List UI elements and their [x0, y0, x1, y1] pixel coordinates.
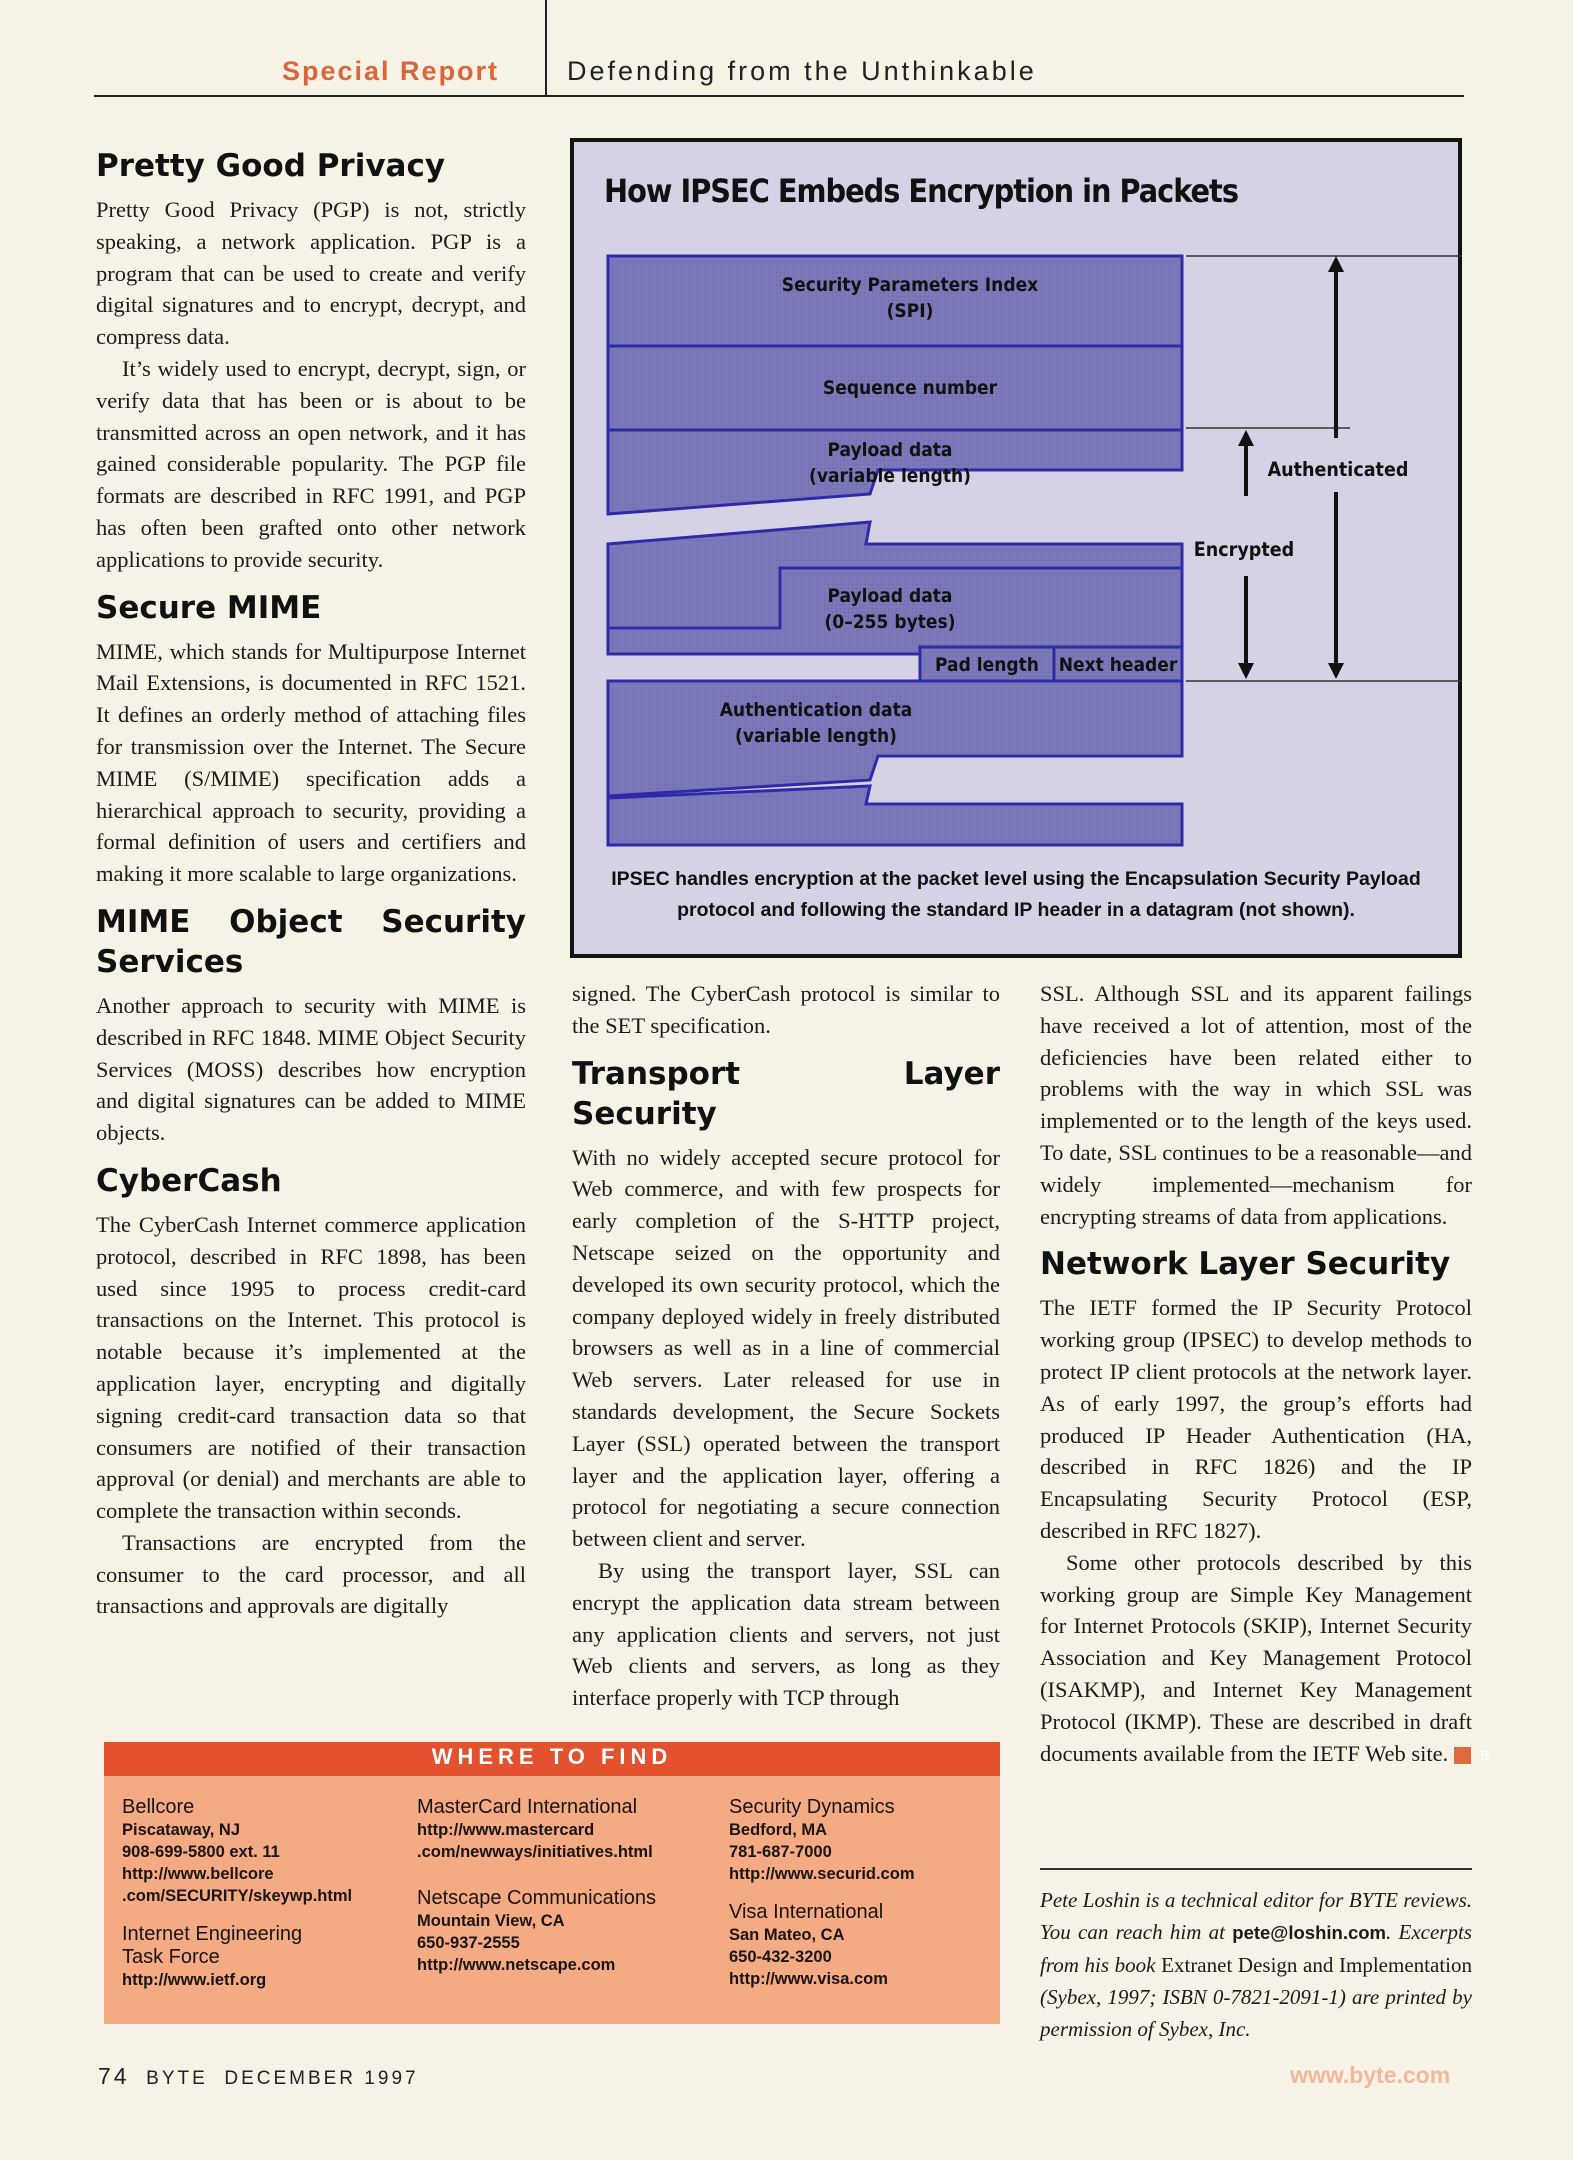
contact-line: Mountain View, CA	[417, 1912, 565, 1930]
paragraph: signed. The CyberCash protocol is similar to the SET specification.	[572, 981, 1000, 1038]
contact-name: Netscape Communications	[417, 1887, 656, 1909]
heading-pgp: Pretty Good Privacy	[96, 148, 446, 184]
heading-smime: Secure MIME	[96, 589, 322, 626]
contact-link[interactable]: http://www.netscape.com	[417, 1956, 616, 1974]
contact-entry	[417, 1887, 717, 1976]
end-mark-icon: B	[1454, 1747, 1471, 1764]
contact-name: Bellcore	[122, 1796, 195, 1818]
page-footer	[98, 2063, 419, 2090]
spi-label: (SPI)	[886, 300, 934, 322]
bio-text: Pete Loshin is a technical editor for BYTE reviews. You can reach him at	[1040, 1888, 1472, 1944]
article-column-3	[1040, 978, 1490, 1769]
contact-name: Internet Engineering	[122, 1923, 303, 1945]
paragraph: It’s widely used to encrypt, decrypt, sign, or verify data that has been or is about to be transmitted across an open network, and it has gained considerable popularity. The PGP file formats are described in RFC 1991, and PGP has often been grafted onto other network applications to provide security.	[96, 355, 526, 572]
paragraph: With no widely accepted secure protocol for Web commerce, and with few prospects for early completion of the S-HTTP project, Netscape seized on the opportunity and developed its own security protocol, which the company deployed widely in freely distributed browsers as well as in a line of commercial Web servers. Later released for use in standards development, the Secure Sockets Layer (SSL) operated between the transport layer and the application layer, offering a protocol for negotiating a secure connection between client and server.	[572, 1144, 1000, 1552]
sequence-label: Sequence number	[822, 377, 998, 399]
encrypted-arrow-up-head	[1238, 430, 1254, 446]
contact-link[interactable]: http://www.ietf.org	[122, 1971, 267, 1989]
authenticated-arrow-down-head	[1328, 663, 1344, 679]
heading-moss: MIME Object Security Services	[96, 903, 526, 980]
contact-link[interactable]: http://www.bellcore	[122, 1865, 274, 1883]
contact-link[interactable]: http://www.mastercard	[417, 1821, 595, 1839]
bio-text: (Sybex, 1997; ISBN 0-7821-2091-1) are printed by permission of Sybex, Inc.	[1040, 1985, 1472, 2041]
payload-label: Payload data	[827, 439, 953, 461]
section-title: Defending from the Unthinkable	[567, 56, 1037, 86]
issue-date: DECEMBER 1997	[224, 2068, 419, 2089]
bio-text: . Excerpts from his book	[1040, 1920, 1472, 1977]
contact-link[interactable]: http://www.visa.com	[729, 1970, 888, 1988]
paragraph-text: Some other protocols described by this working group are Simple Key Management for Internet Protocols (SKIP), Internet Security Association and Key Management Protocol (ISAKMP), and Internet Key Management Protocol (IKMP). These are described in draft documents available from the IETF Web site.	[1040, 1549, 1472, 1766]
paragraph: Pretty Good Privacy (PGP) is not, strictly speaking, a network application. PGP is a program that can be used to create and verify digital signatures and to encrypt, decrypt, and compress data.	[96, 197, 526, 350]
contact-name: Task Force	[122, 1946, 220, 1968]
paragraph: Another approach to security with MIME is described in RFC 1848. MIME Object Security Services (MOSS) describes how encryption and digital signatures can be added to MIME objects.	[96, 992, 526, 1146]
contact-line: 781-687-7000	[729, 1843, 832, 1861]
auth-data-label: (variable length)	[735, 725, 897, 747]
contact-line: Bedford, MA	[729, 1821, 828, 1839]
paragraph: MIME, which stands for Multipurpose Internet Mail Extensions, is documented in RFC 1521. It defines an orderly method of attaching files for transmission over the Internet. The Secure MIME (S/MIME) specification adds a hierarchical approach to security, providing a formal definition of users and certifiers and making it more scalable to large organizations.	[96, 638, 526, 887]
payload-label: Payload data	[827, 585, 953, 607]
next-header-label: Next header	[1058, 654, 1178, 676]
contact-entry	[729, 1901, 989, 1990]
authenticated-label: Authenticated	[1267, 458, 1409, 481]
ipsec-packet-diagram	[570, 138, 1462, 958]
paragraph: SSL. Although SSL and its apparent failings have received a lot of attention, most of the deficiencies have been related either to problems with the way in which SSL was implemented or to the length of the keys used. To date, SSL continues to be a reasonable—and widely implemented—mechanism for encrypting streams of data from applications.	[1040, 981, 1472, 1229]
paragraph	[1040, 1547, 1490, 1770]
contact-entry	[122, 1796, 402, 1907]
contact-entry	[417, 1796, 717, 1863]
contact-entry	[729, 1796, 989, 1885]
contact-link[interactable]: .com/newways/initiatives.html	[417, 1843, 653, 1861]
contact-name: Security Dynamics	[729, 1796, 895, 1818]
article-column-2	[572, 978, 1000, 1714]
auth-data-label: Authentication data	[719, 699, 913, 721]
where-to-find-column-1	[122, 1796, 402, 2007]
encrypted-arrow-down-head	[1238, 663, 1254, 679]
magazine-name: BYTE	[146, 2068, 208, 2089]
contact-line: San Mateo, CA	[729, 1926, 845, 1944]
paragraph: By using the transport layer, SSL can encrypt the application data stream between any application clients and servers, not just Web clients and servers, as long as they interface properly with TCP through	[572, 1557, 1000, 1711]
payload-label: (0–255 bytes)	[824, 611, 956, 633]
book-title: Extranet Design and Implementation	[1161, 1953, 1472, 1977]
packet-segment-bottom	[608, 786, 1182, 845]
contact-line: Piscataway, NJ	[122, 1821, 241, 1839]
payload-label: (variable length)	[809, 465, 971, 487]
contact-entry	[122, 1923, 402, 1991]
figure-caption: IPSEC handles encryption at the packet level using the Encapsulation Security Payload protocol and following the standard IP header in a datagram (not shown).	[611, 868, 1421, 921]
heading-nls: Network Layer Security	[1040, 1246, 1451, 1283]
where-to-find-column-3	[729, 1796, 989, 2006]
article-column-1	[96, 146, 526, 1622]
pad-length-label: Pad length	[935, 654, 1039, 676]
authenticated-arrow-up-head	[1328, 256, 1344, 272]
header-divider	[545, 0, 547, 96]
contact-link[interactable]: http://www.securid.com	[729, 1865, 915, 1883]
paragraph: The CyberCash Internet commerce application protocol, described in RFC 1898, has been used since 1995 to process credit-card transactions on the Internet. This protocol is notable because it’s implemented at the application layer, encrypting and digitally signing credit-card transaction data so that consumers are notified of their transaction approval (or denial) and merchants are able to complete the transaction within seconds.	[96, 1211, 526, 1524]
paragraph: The IETF formed the IP Security Protocol working group (IPSEC) to develop methods to protect IP client protocols at the network layer. As of early 1997, the group’s efforts had produced IP Header Authentication (HA, described in RFC 1826) and the IP Encapsulating Security Protocol (ESP, described in RFC 1827).	[1040, 1295, 1472, 1543]
author-bio	[1040, 1868, 1472, 2045]
contact-name: Visa International	[729, 1901, 884, 1923]
heading-tls: Transport Layer Security	[572, 1055, 1000, 1132]
figure-title: How IPSEC Embeds Encryption in Packets	[604, 172, 1238, 210]
where-to-find-title: WHERE TO FIND	[431, 1744, 673, 1769]
header-rule	[94, 95, 1464, 97]
contact-link[interactable]: .com/SECURITY/skeywp.html	[122, 1887, 353, 1905]
contact-line: 650-432-3200	[729, 1948, 832, 1966]
author-email-link[interactable]: pete@loshin.com	[1232, 1922, 1386, 1943]
paragraph: Transactions are encrypted from the consumer to the card processor, and all transactions and approvals are digitally	[96, 1529, 526, 1619]
contact-line: 650-937-2555	[417, 1934, 520, 1952]
spi-label: Security Parameters Index	[781, 274, 1039, 296]
section-label: Special Report	[282, 56, 500, 86]
page-number: 74	[98, 2063, 130, 2089]
encrypted-label: Encrypted	[1193, 538, 1295, 561]
where-to-find-column-2	[417, 1796, 717, 1992]
contact-line: 908-699-5800 ext. 11	[122, 1843, 280, 1861]
footer-url-link[interactable]: www.byte.com	[1290, 2062, 1451, 2088]
contact-name: MasterCard International	[417, 1796, 638, 1818]
heading-cybercash: CyberCash	[96, 1162, 282, 1199]
